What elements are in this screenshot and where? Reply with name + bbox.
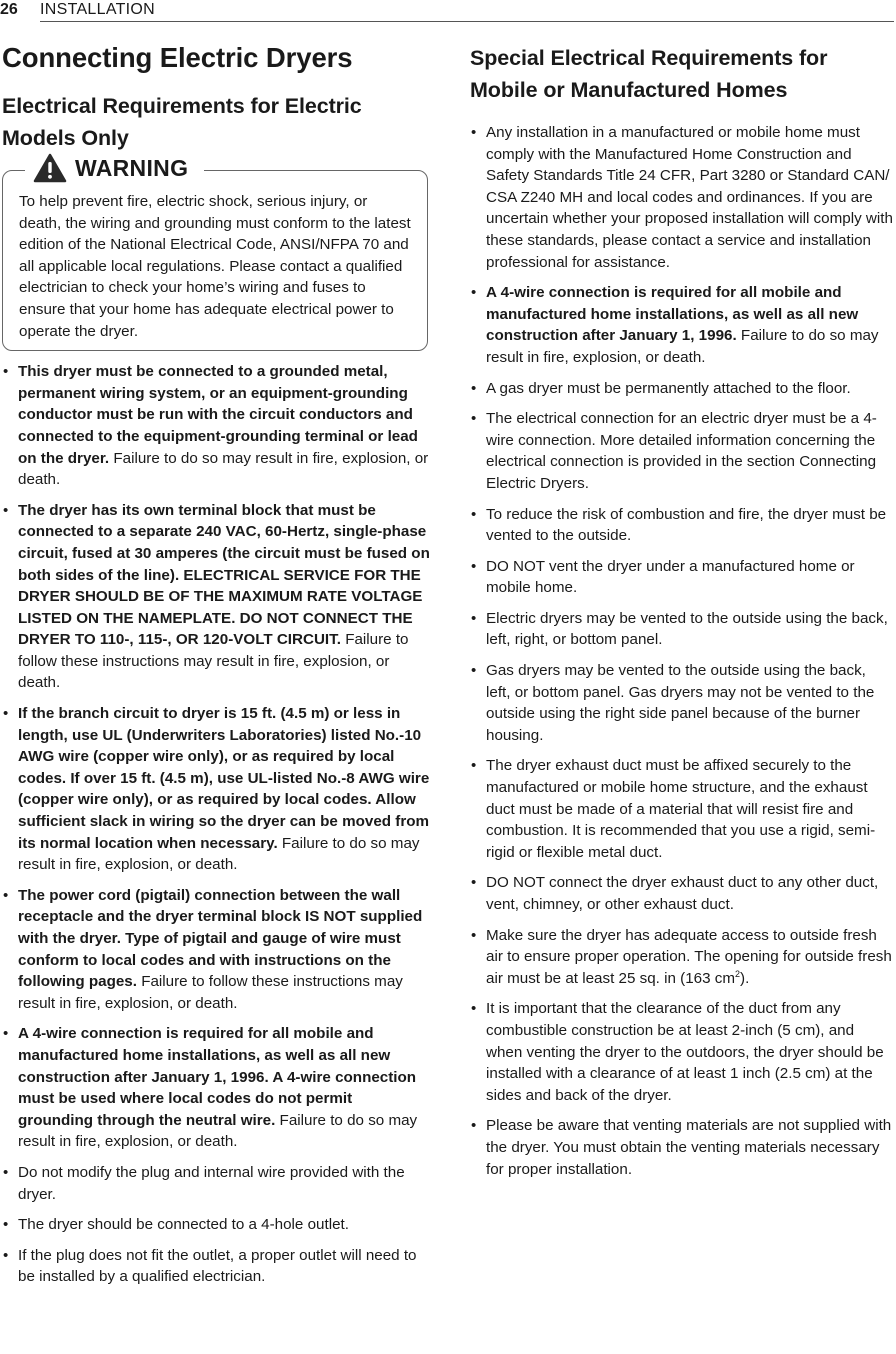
list-item [2,1162,430,1205]
page-header [0,0,896,22]
list-item [470,122,894,273]
list-item-text: Gas dryers may be vented to the outside using the back, left, or bottom panel. Gas dryers may not be vented to the outside using the right side panel because of the burner housing. [486,662,875,744]
warning-text: To help prevent fire, electric shock, serious injury, or death, the wiring and grounding must conform to the latest edition of the National Electrical Code, ANSI/NFPA 70 and all applicable local regulations. Please contact a qualified electrician to check your home’s wiring and fuses to ensure that your home has adequate electrical power to operate the dryer. [19,193,411,340]
list-item [470,660,894,746]
right-bullet-list [470,122,894,1180]
list-item [470,1115,894,1180]
list-item [2,1214,430,1236]
warning-label: WARNING [75,154,189,181]
list-item-text: DO NOT vent the dryer under a manufactured home or mobile home. [486,557,855,597]
list-item-text: Failure to follow these instructions may result in fire, explosion, or death. [18,973,403,1012]
list-item-bold-text: If the branch circuit to dryer is 15 ft. (4.5 m) or less in length, use UL (Underwriters Laboratories) listed No.-10 AWG wire (copper wire only), or as required by local codes. If over 15 ft. (4.5 m), use UL-listed No.-8 AWG wire (copper wire only), or as required by local codes. Allow sufficient slack in wiring so the dryer can be moved from its normal location when necessary. [18,705,430,852]
list-item-text-after: ). [740,969,750,987]
superscript: 2 [735,968,741,979]
list-item [470,998,894,1106]
list-item-text: If the plug does not fit the outlet, a proper outlet will need to be installed by a qualified electrician. [18,1246,417,1286]
list-item [2,703,430,876]
list-item-bold-text: The power cord (pigtail) connection between the wall receptacle and the dryer terminal block IS NOT supplied with the dryer. Type of pigtail and gauge of wire must conform to local codes and with instructions on the following pages. [18,886,423,991]
list-item-text: The electrical connection for an electric dryer must be a 4-wire connection. More detailed information concerning the electrical connection is provided in the section Connecting Electric Dryers. [486,410,877,492]
right-column [470,42,894,1189]
list-item [470,504,894,547]
list-item [2,885,430,1015]
list-item-text: The dryer exhaust duct must be affixed securely to the manufactured or mobile home structure, and the exhaust duct must be made of a material that will resist fire and combustion. It is recommended that you use a rigid, semi-rigid or flexible metal duct. [486,757,876,861]
list-item-bold-text: A 4-wire connection is required for all mobile and manufactured home installations, as well as all new construction after January 1, 1996. [486,284,859,345]
section-title: INSTALLATION [40,1,156,18]
section-subtitle: Electrical Requirements for Electric Models Only [2,94,362,150]
left-column [2,40,430,1297]
list-item-text: Do not modify the plug and internal wire provided with the dryer. [18,1163,405,1203]
list-item [470,925,894,990]
list-item [470,378,894,400]
list-item-text: DO NOT connect the dryer exhaust duct to any other duct, vent, chimney, or other exhaust duct. [486,874,879,913]
list-item-text: Electric dryers may be vented to the outside using the back, left, right, or bottom panel. [486,609,888,649]
left-bullet-list [2,361,430,1288]
list-item [470,282,894,368]
list-item-text: Failure to do so may result in fire, explosion, or death. [18,449,429,489]
list-item [2,1023,430,1153]
list-item [470,556,894,599]
list-item [470,408,894,494]
list-item-text: Failure to do so may result in fire, explosion, or death. [486,327,879,366]
page-title: Connecting Electric Dryers [2,42,353,73]
list-item [470,755,894,863]
list-item-text: Failure to follow these instructions may result in fire, explosion, or death. [18,631,409,692]
list-item-text: To reduce the risk of combustion and fire, the dryer must be vented to the outside. [486,505,887,545]
list-item-text: Make sure the dryer has adequate access to outside fresh air to ensure proper operation. The opening for outside fresh air must be at least 25 sq. in (163 cm [486,926,892,987]
list-item [2,500,430,694]
list-item [2,1245,430,1288]
list-item-text: It is important that the clearance of the duct from any combustible construction be at least 2-inch (5 cm), and when venting the dryer to the outdoors, the dryer should be installed with a clearance of at least 1 inch (2.5 cm) at the sides and back of the dryer. [486,1000,884,1104]
list-item-text: Please be aware that venting materials are not supplied with the dryer. You must obtain the venting materials necessary for proper installation. [486,1117,892,1178]
header-rule [40,21,894,22]
list-item-bold-text: A 4-wire connection is required for all mobile and manufactured home installations, as well as all new construction after January 1, 1996. A 4-wire connection must be used where local codes do not permit grounding through the neutral wire. [18,1025,417,1129]
warning-triangle-icon [33,153,67,183]
warning-header [25,153,204,183]
list-item-text: Failure to do so may result in fire, explosion, or death. [18,834,420,874]
warning-box [2,154,428,351]
list-item-bold-text: The dryer has its own terminal block that must be connected to a separate 240 VAC, 60-Hertz, single-phase circuit, fused at 30 amperes (the circuit must be fused on both sides of the line). ELECTRICAL SERVICE FOR THE DRYER SHOULD BE OF THE MAXIMUM RATE VOLTAGE LISTED ON THE NAMEPLATE. DO NOT CONNECT THE DRYER TO 110-, 115-, OR 120-VOLT CIRCUIT. [18,501,430,649]
list-item-text: Any installation in a manufactured or mobile home must comply with the Manufactured Home Construction and Safety Standards Title 24 CFR, Part 3280 or Standard CAN/ CSA Z240 MH and local codes and ordinances. If you are uncertain whether your proposed installation will comply with these standards, please contact a service and installation professional for assistance. [486,124,893,271]
right-section-title: Special Electrical Requirements for Mobile or Manufactured Homes [470,46,828,102]
list-item [470,872,894,915]
list-item [2,361,430,491]
list-item-text: A gas dryer must be permanently attached to the floor. [486,379,851,397]
list-item-text: The dryer should be connected to a 4-hole outlet. [18,1216,349,1234]
list-item-text: Failure to do so may result in fire, explosion, or death. [18,1111,418,1151]
page-number: 26 [0,1,18,18]
list-item [470,608,894,651]
list-item-bold-text: This dryer must be connected to a grounded metal, permanent wiring system, or an equipment-grounding conductor must be run with the circuit conductors and connected to the equipment-grounding terminal or lead on the dryer. [18,363,418,467]
